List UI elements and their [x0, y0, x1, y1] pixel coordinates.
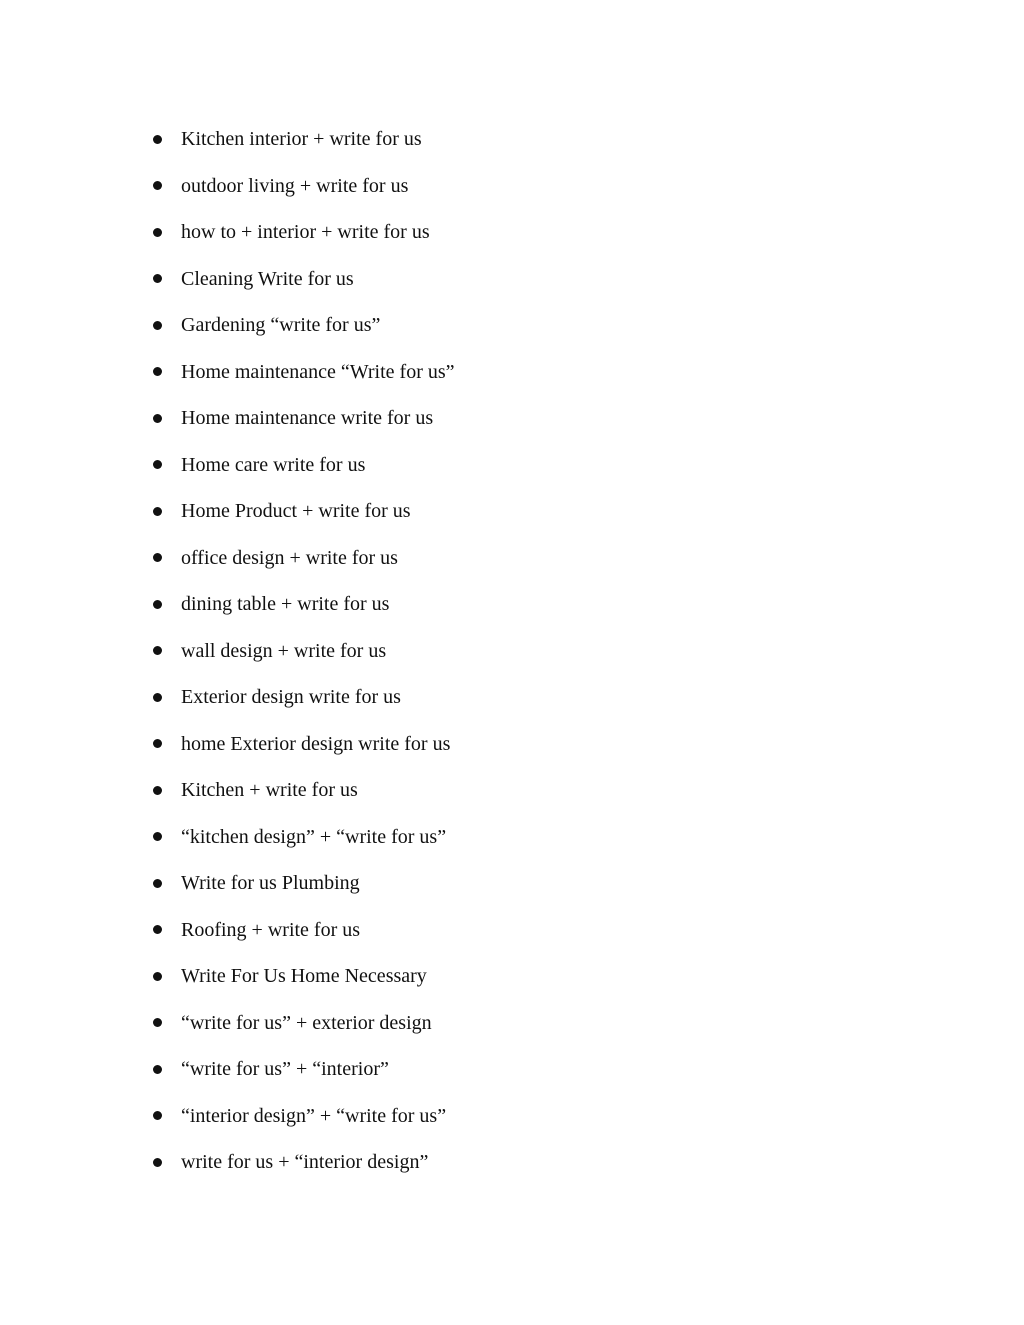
- list-item: [150, 1139, 950, 1186]
- bullet-icon: [153, 925, 162, 934]
- list-item-text: Home Product + write for us: [181, 500, 411, 523]
- bullet-icon: [153, 274, 162, 283]
- list-item-text: Write For Us Home Necessary: [181, 965, 427, 988]
- list-item-text: how to + interior + write for us: [181, 221, 430, 244]
- bullet-list: [150, 116, 950, 1186]
- list-item: [150, 535, 950, 582]
- list-item-text: Exterior design write for us: [181, 686, 401, 709]
- list-item-text: wall design + write for us: [181, 639, 387, 662]
- bullet-icon: [153, 181, 162, 190]
- list-item-text: Home maintenance “Write for us”: [181, 360, 455, 383]
- list-item: [150, 814, 950, 861]
- list-item: [150, 581, 950, 628]
- list-item: [150, 907, 950, 954]
- bullet-icon: [153, 879, 162, 888]
- list-item-text: Home care write for us: [181, 453, 366, 476]
- list-item-text: dining table + write for us: [181, 593, 390, 616]
- list-item: [150, 1093, 950, 1140]
- list-item-text: “write for us” + exterior design: [181, 1011, 432, 1034]
- list-item: [150, 721, 950, 768]
- bullet-icon: [153, 367, 162, 376]
- bullet-icon: [153, 135, 162, 144]
- bullet-icon: [153, 228, 162, 237]
- list-item-text: Kitchen interior + write for us: [181, 128, 422, 151]
- list-item-text: home Exterior design write for us: [181, 732, 451, 755]
- list-item-text: Write for us Plumbing: [181, 872, 360, 895]
- bullet-icon: [153, 600, 162, 609]
- list-item: [150, 209, 950, 256]
- bullet-icon: [153, 460, 162, 469]
- list-item: [150, 116, 950, 163]
- list-item: [150, 767, 950, 814]
- bullet-icon: [153, 553, 162, 562]
- list-item-text: Kitchen + write for us: [181, 779, 358, 802]
- list-item: [150, 302, 950, 349]
- bullet-icon: [153, 507, 162, 516]
- bullet-icon: [153, 972, 162, 981]
- list-item: [150, 488, 950, 535]
- bullet-icon: [153, 739, 162, 748]
- list-item-text: outdoor living + write for us: [181, 174, 409, 197]
- list-item-text: office design + write for us: [181, 546, 398, 569]
- list-item: [150, 1046, 950, 1093]
- bullet-icon: [153, 414, 162, 423]
- list-item: [150, 674, 950, 721]
- list-item: [150, 163, 950, 210]
- list-item-text: “interior design” + “write for us”: [181, 1104, 447, 1127]
- list-item-text: Cleaning Write for us: [181, 267, 354, 290]
- list-item-text: Roofing + write for us: [181, 918, 361, 941]
- list-item: [150, 628, 950, 675]
- bullet-icon: [153, 1158, 162, 1167]
- list-item: [150, 860, 950, 907]
- list-item: [150, 395, 950, 442]
- list-item: [150, 256, 950, 303]
- list-item: [150, 953, 950, 1000]
- bullet-icon: [153, 1018, 162, 1027]
- list-item-text: “write for us” + “interior”: [181, 1058, 389, 1081]
- list-item-text: “kitchen design” + “write for us”: [181, 825, 447, 848]
- bullet-icon: [153, 646, 162, 655]
- bullet-icon: [153, 832, 162, 841]
- bullet-icon: [153, 786, 162, 795]
- bullet-icon: [153, 1065, 162, 1074]
- bullet-icon: [153, 693, 162, 702]
- list-item: [150, 442, 950, 489]
- list-item-text: Home maintenance write for us: [181, 407, 434, 430]
- bullet-icon: [153, 321, 162, 330]
- list-item-text: Gardening “write for us”: [181, 314, 381, 337]
- list-item: [150, 349, 950, 396]
- list-item-text: write for us + “interior design”: [181, 1151, 429, 1174]
- list-item: [150, 1000, 950, 1047]
- bullet-icon: [153, 1111, 162, 1120]
